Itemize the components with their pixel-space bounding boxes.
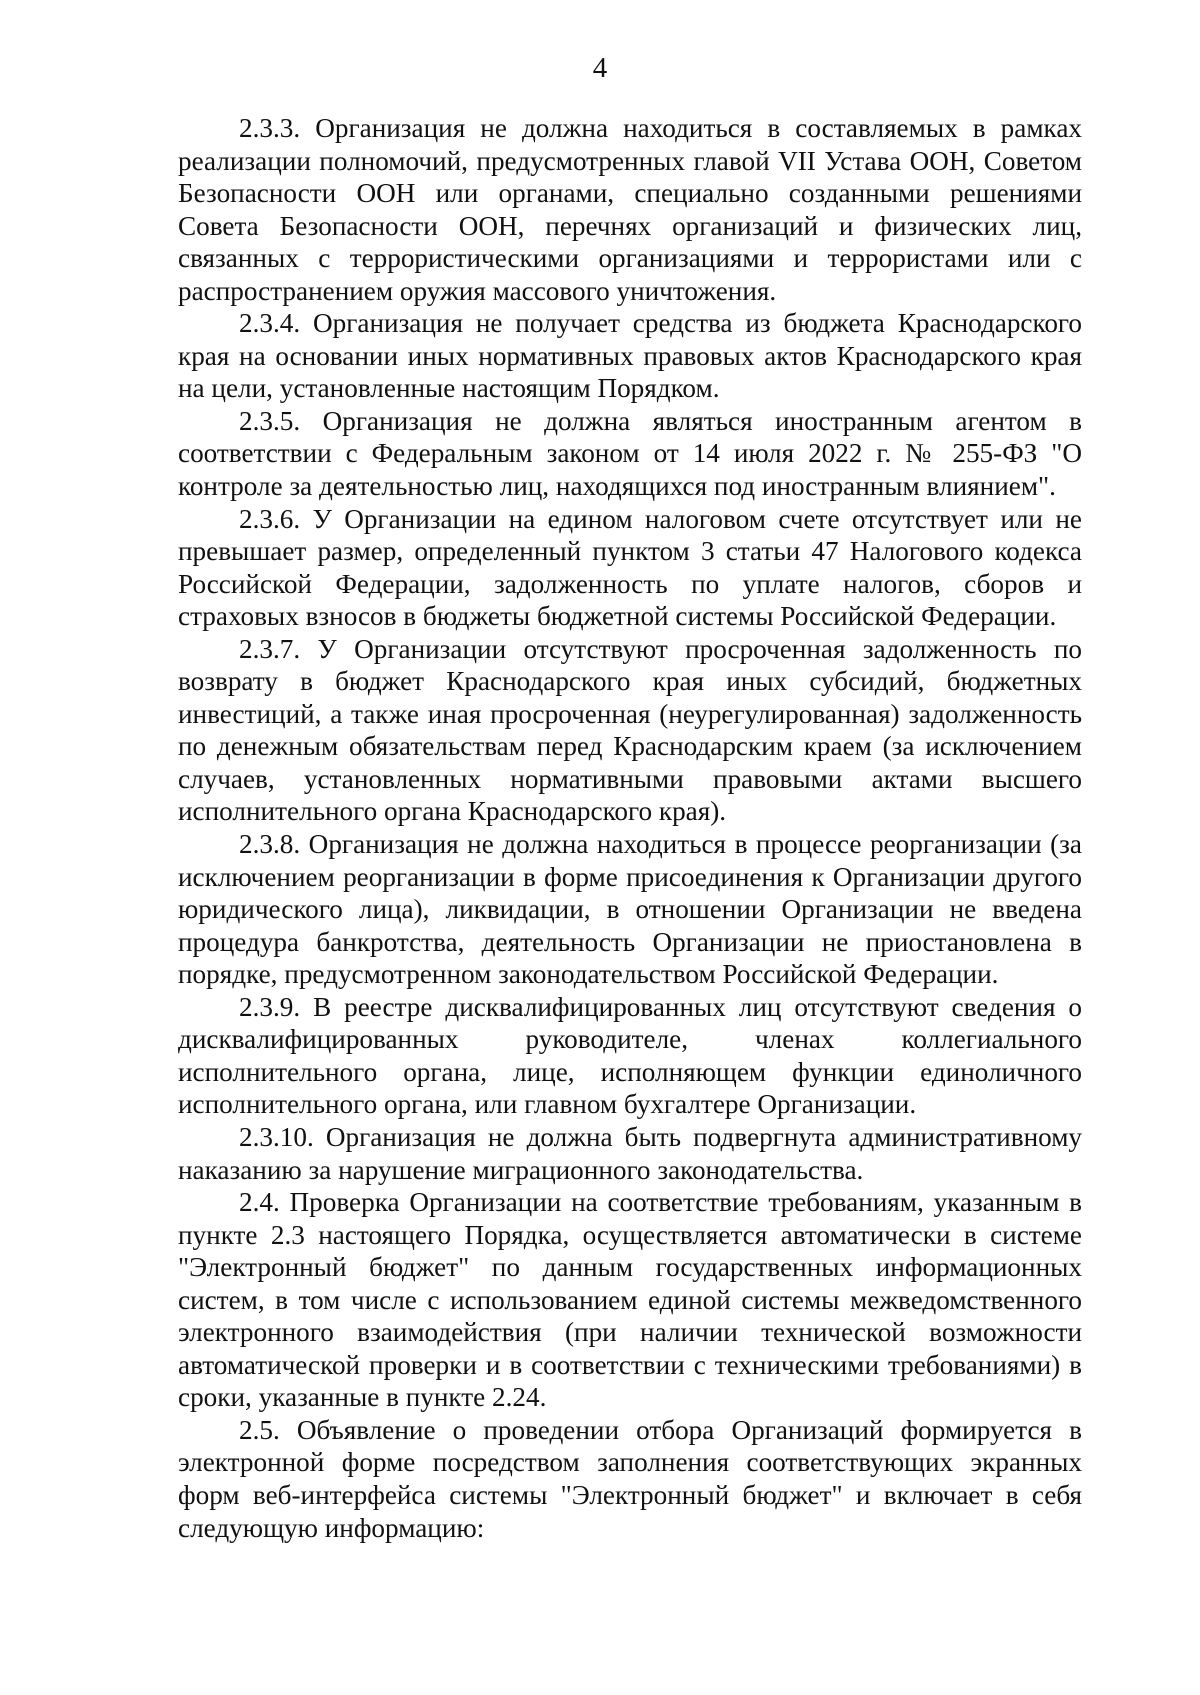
page-number: 4 — [592, 52, 608, 84]
paragraph-2-3-9: 2.3.9. В реестре дисквалифицированных лиц отсутствуют сведения о дисквалифицированных руководителе, членах коллегиального исполнительного органа, лице, исполняющем функции единоличного исполнительного органа, или главном бухгалтере Организации. — [178, 991, 1082, 1120]
paragraph-2-5: 2.5. Объявление о проведении отбора Организаций формируется в электронной форме посредством заполнения соответствующих экранных форм веб-интерфейса системы "Электронный бюджет" и включает в себя следующую информацию: — [178, 1414, 1082, 1543]
paragraph-2-3-10: 2.3.10. Организация не должна быть подвергнута административному наказанию за нарушение миграционного законодательства. — [178, 1121, 1082, 1185]
paragraph-2-3-4: 2.3.4. Организация не получает средства из бюджета Краснодарского края на основании иных нормативных правовых актов Краснодарского края на цели, установленные настоящим Порядком. — [178, 308, 1082, 404]
paragraph-2-3-6: 2.3.6. У Организации на едином налоговом счете отсутствует или не превышает размер, определенный пунктом 3 статьи 47 Налогового кодекса Российской Федерации, задолженность по уплате налогов, сборов и страховых взносов в бюджеты бюджетной системы Российской Федерации. — [178, 503, 1082, 632]
paragraph-2-3-3: 2.3.3. Организация не должна находиться в составляемых в рамках реализации полномочий, предусмотренных главой VII Устава ООН, Советом Безопасности ООН или органами, специально созданными решениями Совета Безопасности ООН, перечнях организаций и физических лиц, связанных с террористическими организациями и террористами или с распространением оружия массового уничтожения. — [178, 113, 1082, 306]
paragraph-2-3-7: 2.3.7. У Организации отсутствуют просроченная задолженность по возврату в бюджет Краснодарского края иных субсидий, бюджетных инвестиций, а также иная просроченная (неурегулированная) задолженность по денежным обязательствам перед Краснодарским краем (за исключением случаев, установленных нормативными правовыми актами высшего исполнительного органа Краснодарского края). — [178, 633, 1082, 827]
paragraph-2-3-5: 2.3.5. Организация не должна являться иностранным агентом в соответствии с Федеральным законом от 14 июля 2022 г. № 255-ФЗ "О контроле за деятельностью лиц, находящихся под иностранным влиянием". — [178, 405, 1082, 502]
paragraph-2-4: 2.4. Проверка Организации на соответствие требованиям, указанным в пункте 2.3 настоящего Порядка, осуществляется автоматически в системе "Электронный бюджет" по данным государственных информационных систем, в том числе с использованием единой системы межведомственного электронного взаимодействия (при наличии технической возможности автоматической проверки и в соответствии с техническими требованиями) в сроки, указанные в пункте 2.24. — [178, 1187, 1082, 1413]
paragraph-2-3-8: 2.3.8. Организация не должна находиться в процессе реорганизации (за исключением реорганизации в форме присоединения к Организации другого юридического лица), ликвидации, в отношении Организации не введена процедура банкротства, деятельность Организации не приостановлена в порядке, предусмотренном законодательством Российской Федерации. — [178, 829, 1082, 990]
document-body — [178, 112, 1082, 1544]
